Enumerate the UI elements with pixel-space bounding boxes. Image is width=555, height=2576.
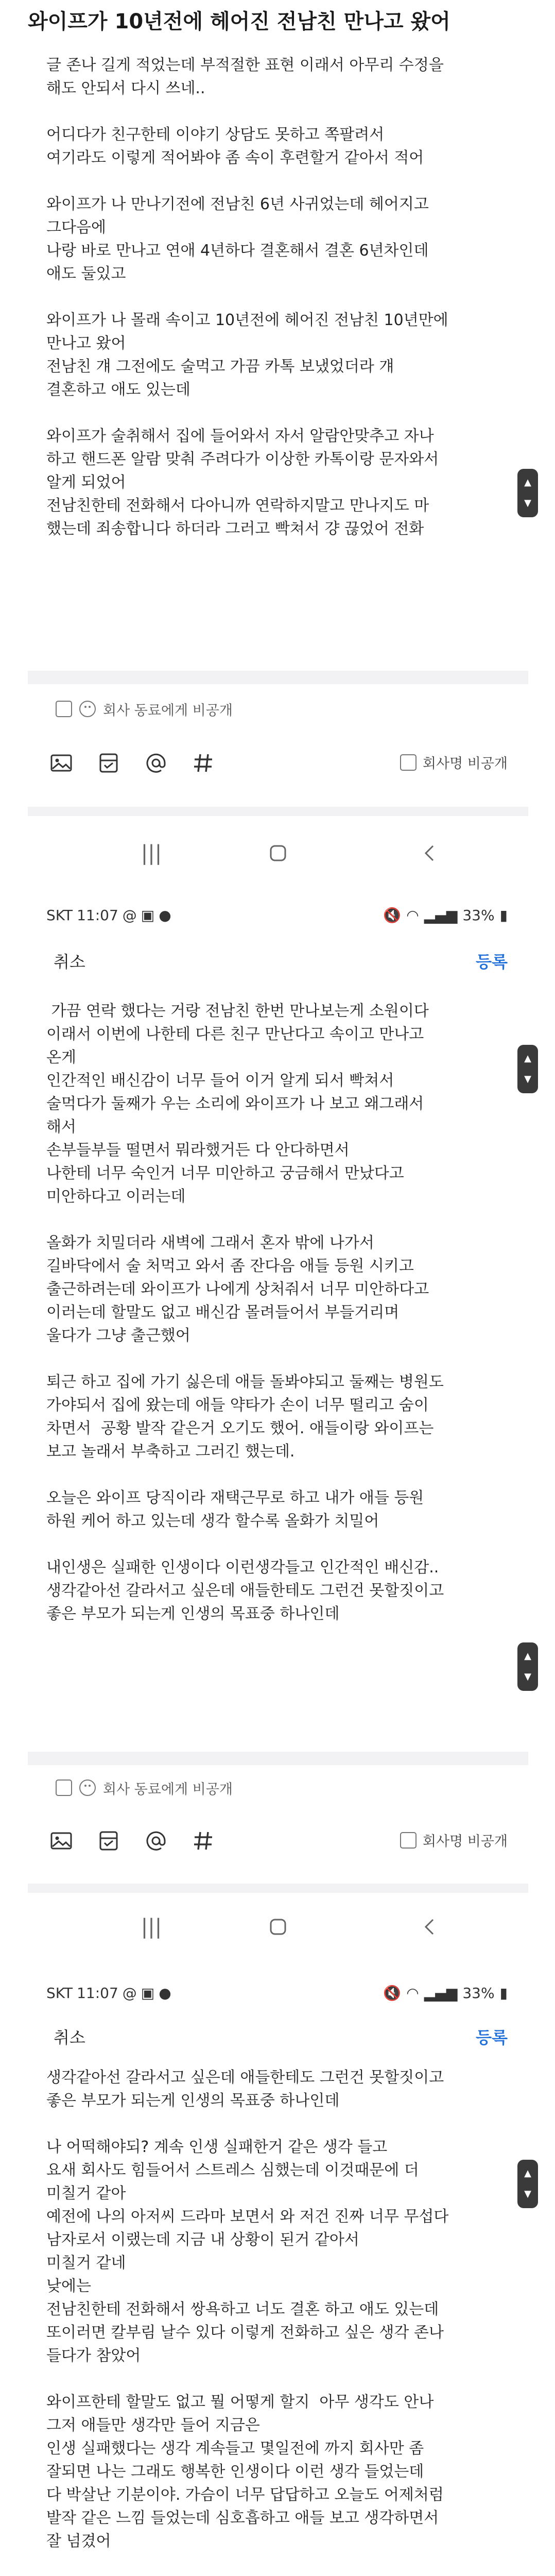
register-button[interactable]: 등록: [476, 2028, 508, 2047]
time-label: 11:07: [77, 1984, 118, 2002]
coworker-private-label: 회사 동료에게 비공개: [103, 702, 233, 719]
chevron-up-icon: ▲: [524, 1651, 531, 1662]
back-icon[interactable]: [398, 1906, 460, 1947]
scroll-handle[interactable]: [517, 1642, 538, 1691]
scroll-handle[interactable]: [517, 469, 538, 517]
anonymous-company-checkbox[interactable]: [400, 1832, 417, 1849]
time-label: 11:07: [77, 906, 118, 924]
anonymous-company-toggle[interactable]: [400, 752, 508, 772]
editor-header: [28, 944, 528, 977]
vote-icon[interactable]: [97, 1829, 120, 1853]
image-icon[interactable]: [49, 1829, 73, 1853]
chevron-down-icon: ▼: [524, 498, 531, 509]
anonymous-company-label: 회사명 비공개: [422, 1834, 508, 1850]
mute-icon: 🔇: [383, 1984, 402, 2002]
chevron-up-icon: ▲: [524, 477, 531, 488]
divider: [28, 807, 528, 816]
cancel-button[interactable]: 취소: [54, 952, 85, 972]
image-icon[interactable]: [49, 751, 73, 775]
composer-toolbar: [46, 746, 528, 777]
coworker-private-row[interactable]: [56, 698, 233, 720]
signal-icon: ▂▄▆: [424, 1984, 458, 2002]
hashtag-icon[interactable]: [192, 1829, 215, 1853]
smile-icon: [79, 701, 96, 717]
scroll-handle[interactable]: [517, 2160, 538, 2208]
scroll-handle[interactable]: [517, 1045, 538, 1093]
threads-icon: @: [122, 1984, 137, 2002]
gallery-icon: ▣: [141, 906, 155, 924]
mute-icon: 🔇: [383, 906, 402, 924]
coworker-private-checkbox[interactable]: [56, 1780, 72, 1796]
carrier-label: SKT: [46, 1984, 73, 2002]
home-icon[interactable]: [247, 1906, 309, 1947]
wifi-icon: ◠: [406, 906, 419, 924]
back-icon[interactable]: [398, 833, 460, 874]
chevron-up-icon: ▲: [524, 1053, 531, 1064]
battery-icon: ▮: [499, 906, 508, 924]
recent-apps-icon[interactable]: |||: [141, 1915, 162, 1939]
register-button[interactable]: 등록: [476, 952, 508, 972]
battery-label: 33%: [462, 906, 495, 924]
carrier-label: SKT: [46, 906, 73, 924]
composer-toolbar: [46, 1824, 528, 1855]
divider: [28, 1884, 528, 1893]
android-navbar: [28, 1906, 528, 1947]
threads-icon: @: [122, 906, 137, 924]
chevron-down-icon: ▼: [524, 1671, 531, 1682]
recent-apps-icon[interactable]: |||: [141, 841, 162, 865]
editor-header: [28, 2020, 528, 2053]
mention-icon[interactable]: [144, 1829, 168, 1853]
chat-icon: ●: [159, 906, 171, 924]
cancel-button[interactable]: 취소: [54, 2028, 85, 2047]
mention-icon[interactable]: [144, 751, 168, 775]
post-title: 와이프가 10년전에 헤어진 전남친 만나고 왔어: [28, 10, 450, 33]
anonymous-company-toggle[interactable]: [400, 1830, 508, 1850]
post-body-3[interactable]: 생각같아선 갈라서고 싶은데 애들한테도 그런건 못할짓이고 좋은 부모가 되는게 인생의 목표중 하나인데 나 어떡해야되? 계속 인생 실패한거 같은 생각 들고 요새 회사도 힘들어서 스트레스 심했는데 이것때문에 더 미칠거 같아 예전에 나의 아저씨 드라마 보면서 와 저건 진짜 너무 무섭다 남자로서 이랬는데 지금 내 상황이 된거 같아서 미칠거 같네 낮에는 전남친한테 전화해서 쌍욕하고 너도 결혼 하고 애도 있는데 또이러면 칼부림 날수 있다 이렇게 전화하고 싶은 생각 존나 들다가 참았어 와이프한테 할말도 없고 뭘 어떻게 할지 아무 생각도 안나 그저 애들만 생각만 들어 지금은 인생 실패했다는 생각 계속들고 몇일전에 까지 회사만 좀 잘되면 나는 그래도 행복한 인생이다 이런 생각 들었는데 다 박살난 기분이야. 가슴이 너무 답답하고 오늘도 어제처럼 발작 같은 느낌 들었는데 심호흡하고 애들 보고 생각하면서 잘 넘겼어: [46, 2069, 449, 2550]
post-body-2[interactable]: 가끔 연락 했다는 거랑 전남친 한번 만나보는게 소원이다 이래서 이번에 나한테 다른 친구 만난다고 속이고 만나고 온게 인간적인 배신감이 너무 들어 이거 알게 되서 빡쳐서 술먹다가 둘째가 우는 소리에 와이프가 나 보고 왜그래서 해서 손부들부들 떨면서 뭐라했거든 다 안다하면서 나한테 너무 숙인거 너무 미안하고 궁금해서 만났다고 미안하다고 이러는데 올화가 치밀더라 새벽에 그래서 혼자 밖에 나가서 길바닥에서 술 처먹고 와서 좀 잔다음 애들 등원 시키고 출근하려는데 와이프가 나에게 상처줘서 너무 미안하다고 이러는데 할말도 없고 배신감 몰려들어서 부들거리며 울다가 그냥 출근했어 퇴근 하고 집에 가기 싫은데 애들 돌봐야되고 둘째는 병원도 가야되서 집에 왔는데 애들 약타가 손이 너무 떨리고 숨이 차면서 공황 발작 같은거 오기도 했어. 애들이랑 와이프는 보고 놀래서 부축하고 그러긴 했는데. 오늘은 와이프 당직이라 재택근무로 하고 내가 애들 등원 하원 케어 하고 있는데 생각 할수록 올화가 치밀어 내인생은 실패한 인생이다 이런생각들고 인간적인 배신감.. 생각같아선 갈라서고 싶은데 애들한테도 그런건 못할짓이고 좋은 부모가 되는게 인생의 목표중 하나인데: [46, 1002, 444, 1623]
divider: [28, 671, 528, 684]
status-bar: [46, 1978, 528, 2007]
chat-icon: ●: [159, 1984, 171, 2002]
coworker-private-label: 회사 동료에게 비공개: [103, 1781, 233, 1798]
chevron-up-icon: ▲: [524, 2168, 531, 2179]
battery-icon: ▮: [499, 1984, 508, 2002]
vote-icon[interactable]: [97, 751, 120, 775]
status-bar: [46, 901, 528, 929]
chevron-down-icon: ▼: [524, 2189, 531, 2199]
gallery-icon: ▣: [141, 1984, 155, 2002]
coworker-private-checkbox[interactable]: [56, 701, 72, 717]
coworker-private-row[interactable]: [56, 1776, 233, 1799]
chevron-down-icon: ▼: [524, 1074, 531, 1084]
android-navbar: [28, 833, 528, 874]
divider: [28, 1752, 528, 1765]
battery-label: 33%: [462, 1984, 495, 2002]
anonymous-company-checkbox[interactable]: [400, 754, 417, 771]
home-icon[interactable]: [247, 833, 309, 874]
anonymous-company-label: 회사명 비공개: [422, 756, 508, 772]
signal-icon: ▂▄▆: [424, 906, 458, 924]
post-body-1[interactable]: 글 존나 길게 적었는데 부적절한 표현 이래서 아무리 수정을 해도 안되서 다시 쓰네.. 어디다가 친구한테 이야기 상담도 못하고 쪽팔려서 여기라도 이렇게 적어봐야 좀 속이 후련할거 같아서 적어 와이프가 나 만나기전에 전남친 6년 사귀었는데 헤어지고 그다음에 나랑 바로 만나고 연애 4년하다 결혼해서 결혼 6년차인데 애도 둘있고 와이프가 나 몰래 속이고 10년전에 헤어진 전남친 10년만에 만나고 왔어 전남친 걔 그전에도 술먹고 가끔 카톡 보냈었더라 걔 결혼하고 애도 있는데 와이프가 술취해서 집에 들어와서 자서 알람안맞추고 자나 하고 핸드폰 알람 맞춰 주려다가 이상한 카톡이랑 문자와서 알게 되었어 전남친한테 전화해서 다아니까 연락하지말고 만나지도 마 했는데 죄송합니다 하더라 그러고 빡쳐서 걍 끊었어 전화: [46, 56, 448, 538]
hashtag-icon[interactable]: [192, 751, 215, 775]
smile-icon: [79, 1780, 96, 1796]
wifi-icon: ◠: [406, 1984, 419, 2002]
